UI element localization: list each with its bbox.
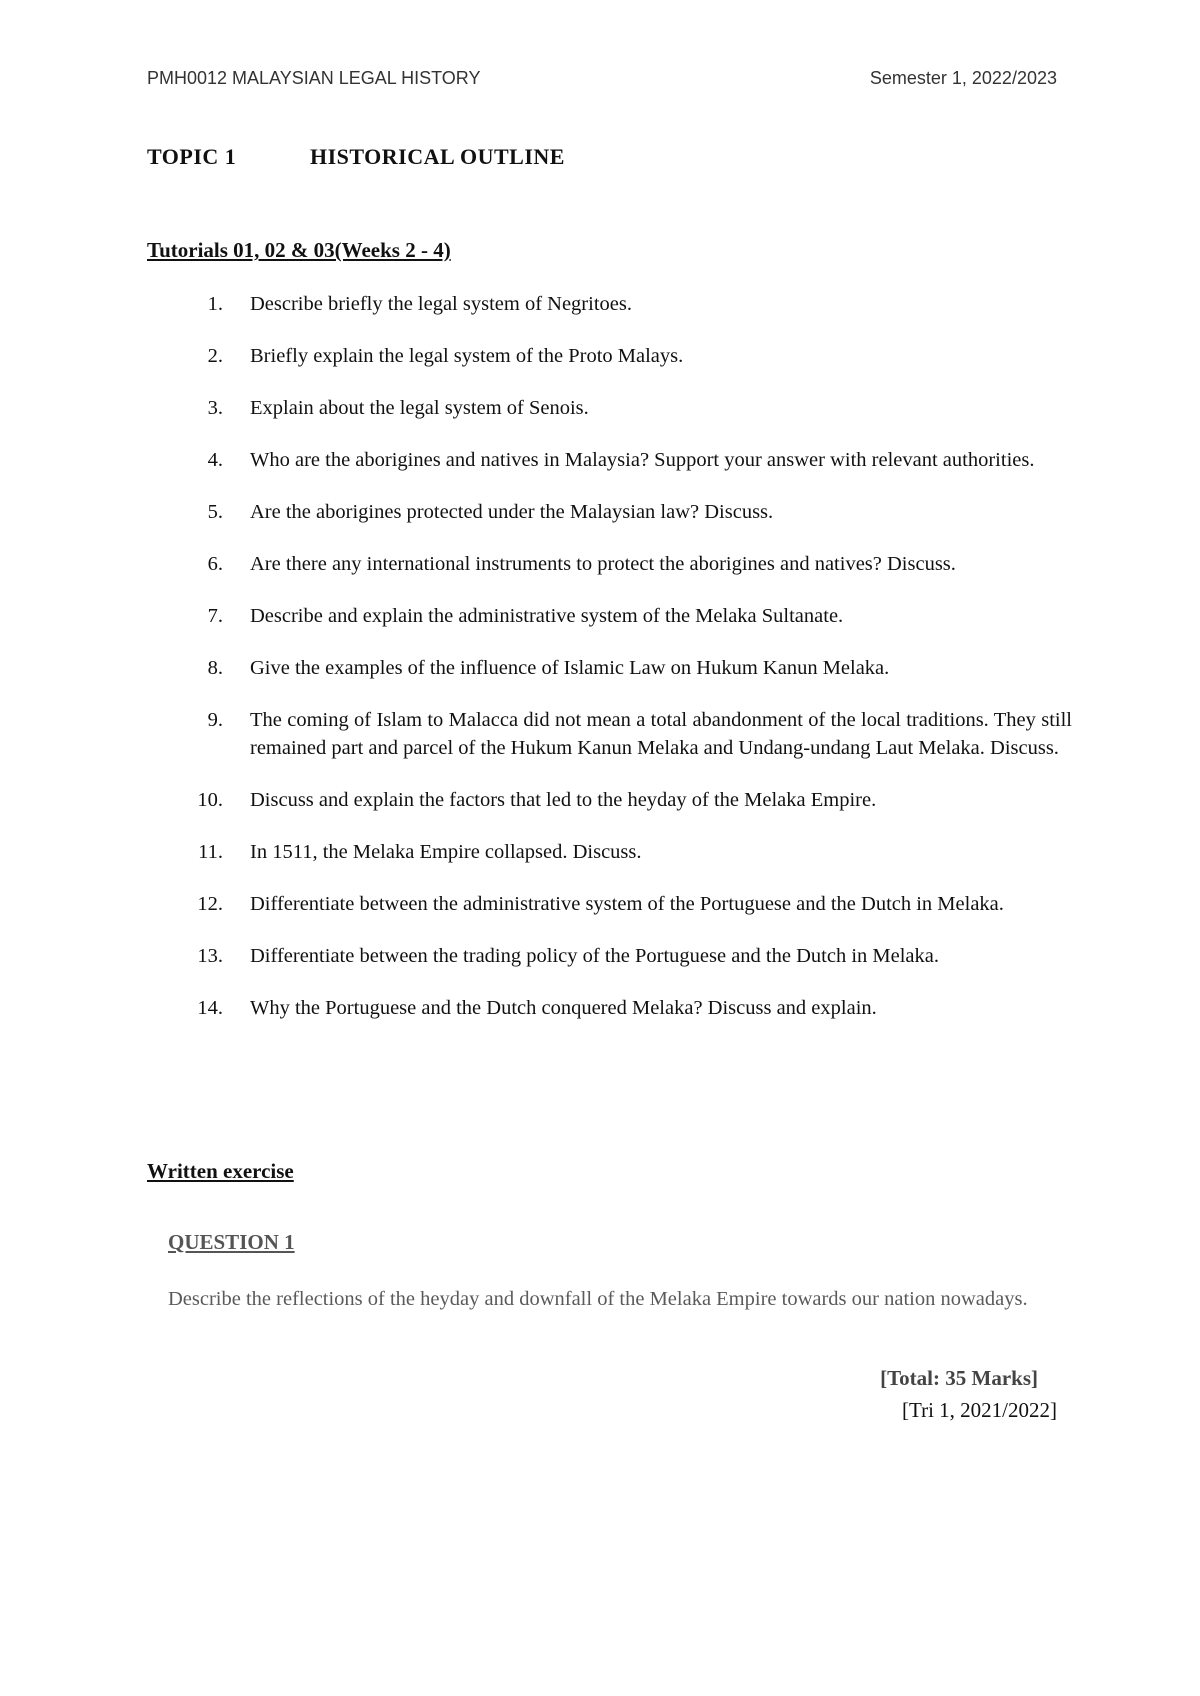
question-item xyxy=(147,394,1072,422)
question-text: Explain about the legal system of Senois. xyxy=(250,397,589,419)
question-text: Are the aborigines protected under the Malaysian law? Discuss. xyxy=(250,501,774,523)
question-text: Who are the aborigines and natives in Malaysia? Support your answer with relevant authorities. xyxy=(250,449,1035,471)
page-header xyxy=(147,68,1057,94)
question-number: 12. xyxy=(197,893,223,915)
question-text: Why the Portuguese and the Dutch conquered Melaka? Discuss and explain. xyxy=(250,997,877,1019)
question-item xyxy=(147,890,1072,918)
question-number: 14. xyxy=(197,997,223,1019)
question-list xyxy=(147,290,1072,1046)
question-number: 3. xyxy=(207,397,223,419)
question-number: 7. xyxy=(207,605,223,627)
question-source: [Tri 1, 2021/2022] xyxy=(902,1398,1057,1422)
question-number: 9. xyxy=(207,709,223,731)
question-text: Discuss and explain the factors that led to the heyday of the Melaka Empire. xyxy=(250,789,877,811)
question-number: 5. xyxy=(207,501,223,523)
question-item xyxy=(147,838,1072,866)
question-text: Describe briefly the legal system of Negritoes. xyxy=(250,293,632,315)
question-number: 4. xyxy=(207,449,223,471)
question-number: 11. xyxy=(198,841,223,863)
question-text: Describe and explain the administrative system of the Melaka Sultanate. xyxy=(250,605,844,627)
total-marks: [Total: 35 Marks] xyxy=(880,1366,1038,1390)
question-item xyxy=(147,706,1072,762)
question-item xyxy=(147,654,1072,682)
semester-label: Semester 1, 2022/2023 xyxy=(869,68,1057,88)
course-title: PMH0012 MALAYSIAN LEGAL HISTORY xyxy=(147,68,481,88)
tutorials-heading: Tutorials 01, 02 & 03(Weeks 2 - 4) xyxy=(147,238,451,262)
question-item xyxy=(147,786,1072,814)
question-number: 6. xyxy=(207,553,223,575)
question-item xyxy=(147,342,1072,370)
topic-number: TOPIC 1 xyxy=(147,144,237,169)
question-number: 13. xyxy=(197,945,223,967)
pasted-question-block xyxy=(148,1216,1068,1416)
question-text: Differentiate between the trading policy of the Portuguese and the Dutch in Melaka. xyxy=(250,945,939,967)
question-number: 8. xyxy=(207,657,223,679)
question-text: Differentiate between the administrative system of the Portuguese and the Dutch in Melaka. xyxy=(250,893,1004,915)
question-text: Briefly explain the legal system of the Proto Malays. xyxy=(250,345,684,367)
question-item xyxy=(147,498,1072,526)
written-exercise-heading: Written exercise xyxy=(147,1159,294,1183)
exercise-question-text: Describe the reflections of the heyday and downfall of the Melaka Empire towards our nation nowadays. xyxy=(168,1288,1028,1310)
question-text: The coming of Islam to Malacca did not mean a total abandonment of the local traditions. They still remained part and parcel of the Hukum Kanun Melaka and Undang-undang Laut Melaka. Discuss. xyxy=(250,709,1072,759)
question-number: 10. xyxy=(197,789,223,811)
exercise-question-title: QUESTION 1 xyxy=(168,1230,295,1254)
question-text: Are there any international instruments to protect the aborigines and natives? Discuss. xyxy=(250,553,956,575)
question-item xyxy=(147,994,1072,1022)
question-number: 1. xyxy=(207,293,223,315)
question-item xyxy=(147,550,1072,578)
topic-title: HISTORICAL OUTLINE xyxy=(310,144,565,169)
question-item xyxy=(147,942,1072,970)
question-number: 2. xyxy=(207,345,223,367)
question-item xyxy=(147,290,1072,318)
question-text: In 1511, the Melaka Empire collapsed. Discuss. xyxy=(250,841,642,863)
topic-heading xyxy=(147,144,565,170)
question-item xyxy=(147,446,1072,474)
question-text: Give the examples of the influence of Islamic Law on Hukum Kanun Melaka. xyxy=(250,657,890,679)
question-item xyxy=(147,602,1072,630)
